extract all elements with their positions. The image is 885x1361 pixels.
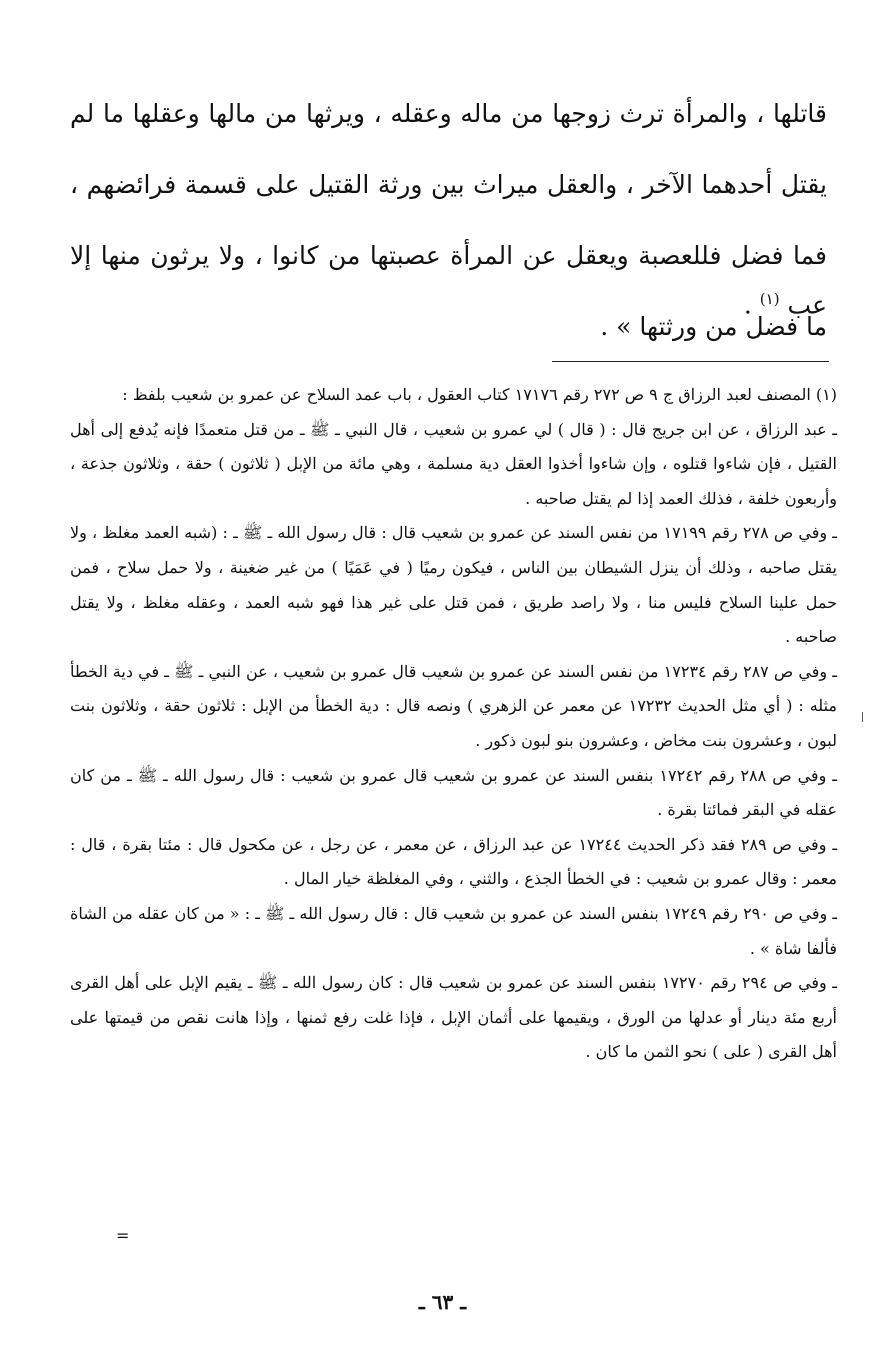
footnote-line: (١) المصنف لعبد الرزاق ج ٩ ص ٢٧٢ رقم ١٧١٧٦ كتاب العقول ، باب عمد السلاح عن عمرو بن شعيب بلفظ :	[122, 385, 837, 404]
footnote-line: ـ وفي ص ٢٨٨ رقم ١٧٢٤٢ بنفس السند عن عمرو بن شعيب قال عمرو بن شعيب : قال رسول الله ـ ﷺ ـ من كان عقله في البقر فمائتا بقرة .	[70, 765, 837, 820]
source-abbreviation: عب	[787, 290, 827, 320]
page-number: ـ ٦٣ ـ	[418, 1290, 467, 1314]
footnote-line: ـ وفي ص ٢٧٨ رقم ١٧١٩٩ من نفس السند عن عمرو بن شعيب قال : قال رسول الله ـ ﷺ ـ : (شبه العمد مغلظ ، ولا يقتل صاحبه ، وذلك أن ينزل الشيطان بين الناس ، فيكون رميًا ( في عَمَيًا ) من غير ضغينة ، ولا حمل سلاح ، فمن حمل علينا السلاح فليس منا ، ولا راصد طريق ، فمن قتل على غير هذا فهو شبه العمد ، وعقله مغلظ ، ولا يقتل صاحبه .	[70, 523, 837, 647]
footnote-line: ـ وفي ص ٢٩٤ رقم ١٧٢٧٠ بنفس السند عن عمرو بن شعيب قال : كان رسول الله ـ ﷺ ـ يقيم الإبل على أهل القرى أربع مئة دينار أو عدلها من الورق ، ويقيمها على أثمان الإبل ، فإذا غلت رفع ثمنها ، وإذا هانت نقص من قيمتها على أهل القرى ( على ) نحو الثمن ما كان .	[70, 973, 838, 1062]
source-citation: عب $^{(١)}$ .	[743, 290, 827, 320]
footnotes-block	[70, 378, 837, 1070]
footnote-line: ـ وفي ص ٢٨٩ فقد ذكر الحديث ١٧٢٤٤ عن عبد الرزاق ، عن معمر ، عن رجل ، عن مكحول قال : مئتا بقرة ، قال : معمر : وقال عمرو بن شعيب : في الخطأ الجذع ، والثني ، وفي المغلظة خيار المال .	[70, 834, 838, 889]
margin-tick	[862, 712, 863, 722]
footnote-line: ـ وفي ص ٢٨٧ رقم ١٧٢٣٤ من نفس السند عن عمرو بن شعيب قال عمرو بن شعيب ، عن النبي ـ ﷺ ـ في دية الخطأ مثله : ( أي مثل الحديث ١٧٢٣٢ عن معمر عن الزهري ) ونصه قال : دية الخطأ من الإبل : ثلاثون حقة ، وثلاثون بنت لبون ، وعشرون بنت مخاض ، وعشرون بنو لبون ذكور .	[70, 661, 837, 750]
continuation-mark: =	[116, 1226, 130, 1245]
footnote-separator	[552, 361, 829, 362]
main-text-block	[70, 78, 827, 362]
main-paragraph: قاتلها ، والمرأة ترث زوجها من ماله وعقله ، ويرثها من مالها وعقلها ما لم يقتل أحدهما الآخر ، والعقل ميراث بين ورثة القتيل على قسمة فرائضهم ، فما فضل فللعصبة ويعقل عن المرأة عصبتها من كانوا ، ولا يرثون منها إلا ما فضل من ورثتها » .	[70, 99, 827, 341]
footnote-line: ـ عبد الرزاق ، عن ابن جريج قال : ( قال ) لي عمرو بن شعيب ، قال النبي ـ ﷺ ـ من قتل متعمدًا فإنه يُدفع إلى أهل القتيل ، فإن شاءوا قتلوه ، وإن شاءوا أخذوا العقل دية مسلمة ، وهي مائة من الإبل ( ثلاثون ) حقة ، وثلاثون جذعة ، وأربعون خلفة ، فذلك العمد إذا لم يقتل صاحبه .	[70, 419, 837, 508]
footnote-line: ـ وفي ص ٢٩٠ رقم ١٧٢٤٩ بنفس السند عن عمرو بن شعيب قال : قال رسول الله ـ ﷺ ـ : « من كان عقله من الشاة فألفا شاة » .	[70, 903, 838, 958]
footnote-reference: (١)	[759, 290, 780, 308]
